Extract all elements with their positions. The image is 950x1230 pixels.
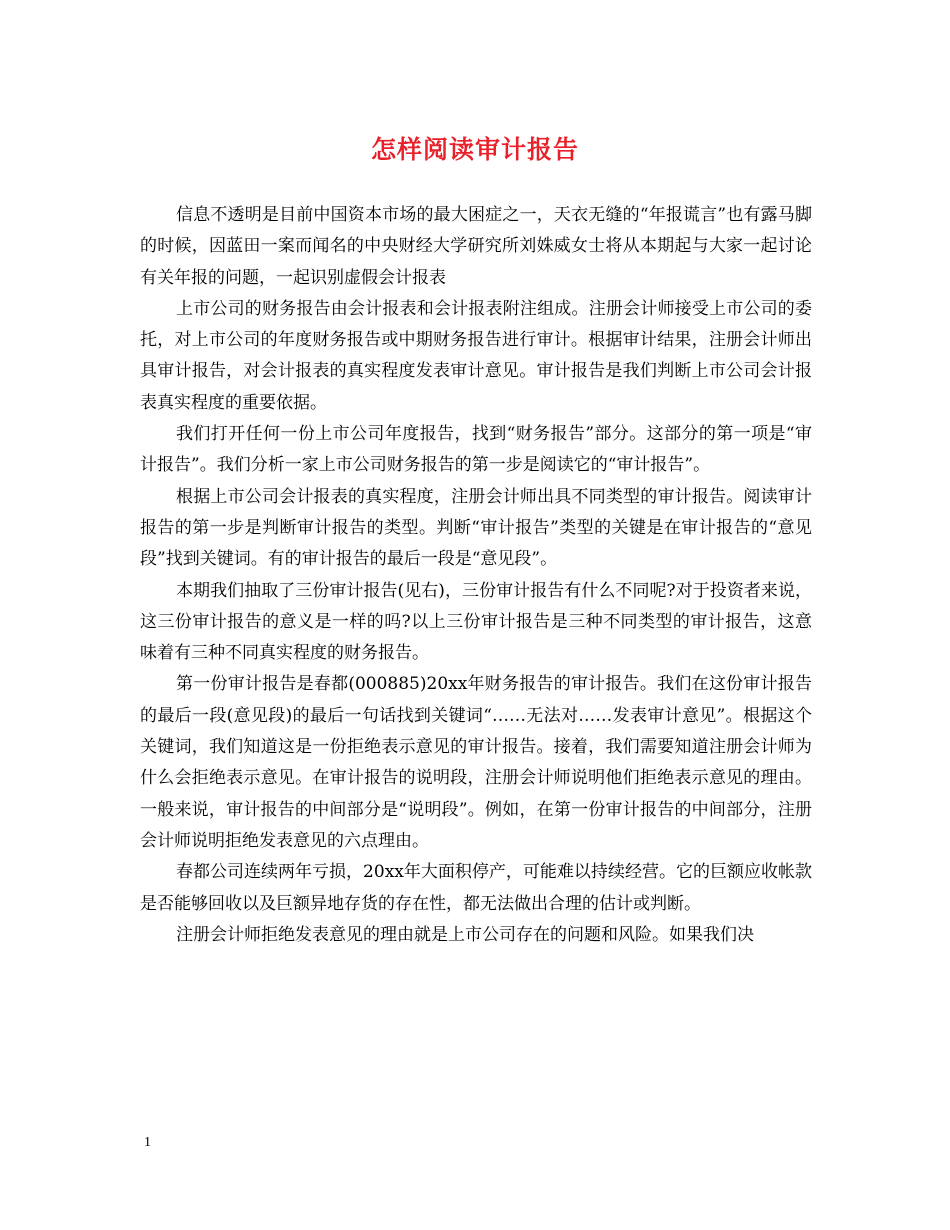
paragraph: 根据上市公司会计报表的真实程度，注册会计师出具不同类型的审计报告。阅读审计报告的第一步是判断审计报告的类型。判断“审计报告”类型的关键是在审计报告的“意见段”找到关键词。有的审计报告的最后一段是“意见段”。 bbox=[140, 486, 812, 570]
paragraph: 信息不透明是目前中国资本市场的最大困症之一，天衣无缝的“年报谎言”也有露马脚的时候，因蓝田一案而闻名的中央财经大学研究所刘姝威女士将从本期起与大家一起讨论有关年报的问题，一起识别虚假会计报表 bbox=[140, 205, 812, 288]
page-number: 1 bbox=[144, 1135, 151, 1150]
paragraph: 注册会计师拒绝发表意见的理由就是上市公司存在的问题和风险。如果我们决 bbox=[176, 924, 754, 945]
document-title: 怎样阅读审计报告 bbox=[370, 135, 579, 164]
paragraph: 上市公司的财务报告由会计报表和会计报表附注组成。注册会计师接受上市公司的委托，对上市公司的年度财务报告或中期财务报告进行审计。根据审计结果，注册会计师出具审计报告，对会计报表的真实程度发表审计意见。审计报告是我们判断上市公司会计报表真实程度的重要依据。 bbox=[140, 298, 812, 413]
paragraph: 我们打开任何一份上市公司年度报告，找到“财务报告”部分。这部分的第一项是“审计报告”。我们分析一家上市公司财务报告的第一步是阅读它的“审计报告”。 bbox=[140, 424, 812, 476]
document-body bbox=[140, 200, 812, 951]
paragraph: 春都公司连续两年亏损，20xx年大面积停产，可能难以持续经营。它的巨额应收帐款是否能够回收以及巨额异地存货的存在性，都无法做出合理的估计或判断。 bbox=[140, 862, 812, 914]
paragraph: 本期我们抽取了三份审计报告(见右)，三份审计报告有什么不同呢?对于投资者来说，这三份审计报告的意义是一样的吗?以上三份审计报告是三种不同类型的审计报告，这意味着有三种不同真实程度的财务报告。 bbox=[140, 580, 812, 664]
paragraph: 第一份审计报告是春都(000885)20xx年财务报告的审计报告。我们在这份审计报告的最后一段(意见段)的最后一句话找到关键词“……无法对……发表审计意见”。根据这个关键词，我们知道这是一份拒绝表示意见的审计报告。接着，我们需要知道注册会计师为什么会拒绝表示意见。在审计报告的说明段，注册会计师说明他们拒绝表示意见的理由。一般来说，审计报告的中间部分是“说明段”。例如，在第一份审计报告的中间部分，注册会计师说明拒绝发表意见的六点理由。 bbox=[140, 674, 812, 851]
